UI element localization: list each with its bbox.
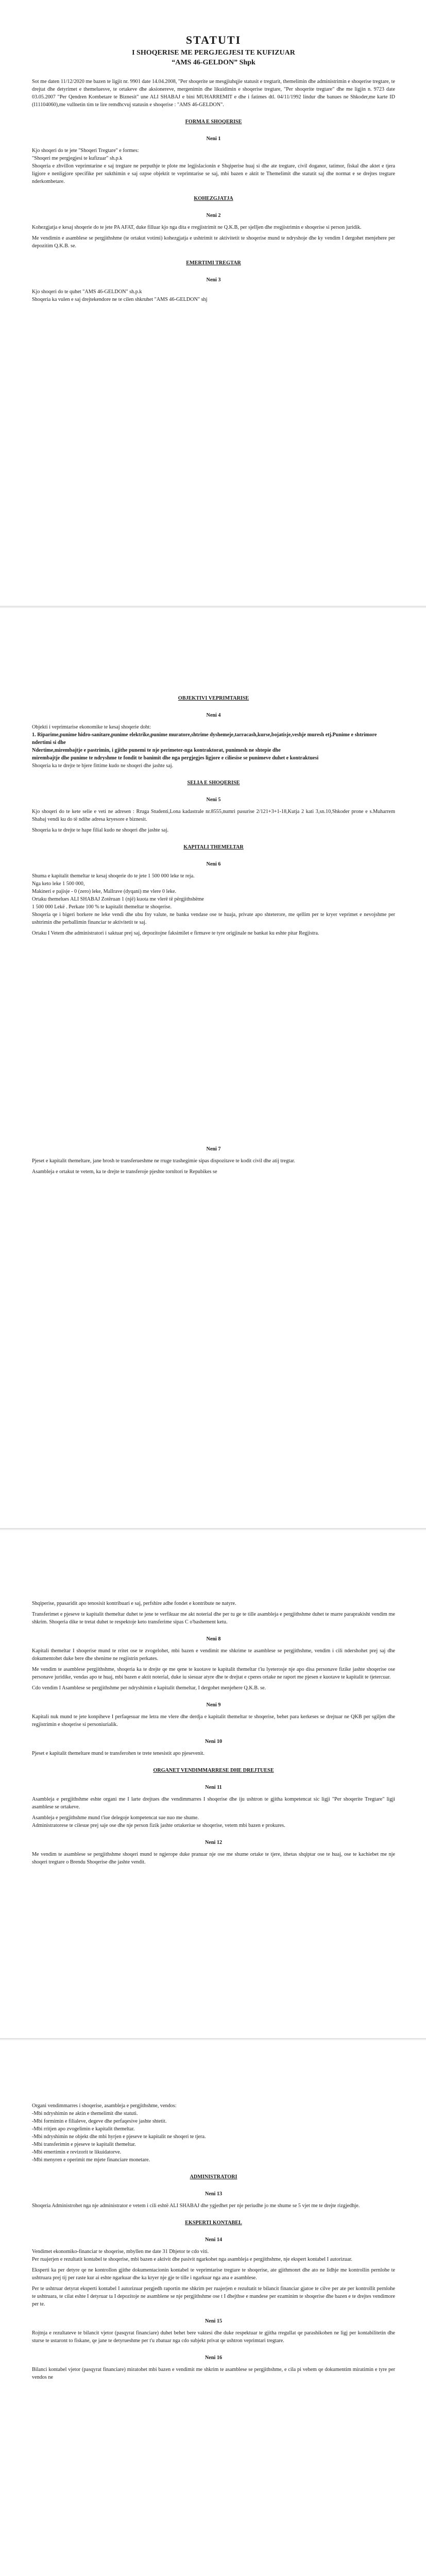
paragraph: Asambleja e ortakut te vetem, ka te drejte te transferoje pjeshte tornltori te Repubikes se <box>32 1169 217 1175</box>
paragraph: Transferimet e pjeseve te kapitalit themeltar duhet te jene te verfikuar me akt noterial dhe per tu ge te tille asambleja e pergjithshme duhet te marre paraprakisht vendim me shkrim. Shoqeria dike te tretat duhet te respektoje keto transferime sipas C o'bashement ketu. <box>32 1612 395 1625</box>
section-heading: ORGANET VENDIMMARRESE DHE DREJTUESE <box>153 1768 274 1773</box>
paragraph: Eksperti ka per detyre qe ne kontrollon gjithe dokumentacionin kontabel te veprimtarise tregtare te shoqerise, ate gjithmonrt dhe ato ne lidhje me kontrollin pernlohe te ushtruara prej tij per raste kur ai eshte ngarkuar dhe ka kryer nje gje te tille i ngarkuar nga ana e asamblese. <box>32 2267 395 2281</box>
paragraph: Per te ushtruar detyrat eksperti kontabel I autorizuar pergjedh raportin me shkrim per ruajerjen e rezultatit te bilancit financiar gjatoe te cilve per ate per kontrollit pernlohe te ushtruara, te cilat eshte I detyruar ta I depozitoje ne asamblene se nje pergjithshme ose t I dhejthse e mandese per ezaminim te shoqerise dhe bazen e te drejtes vendimore per te. <box>32 2286 395 2307</box>
paragraph: Ndertime,mirembajtje e pastrimin, i gjithe punemi te nje perimeter-nga kontraktorat, punimesh ne shtepie dhe <box>32 748 281 753</box>
paragraph: Shuma e kapitalit themeltar te kesaj shoqerie do te jete 1 500 000 leke te reja. <box>32 873 195 879</box>
paragraph: Shoqeria ka vulen e saj drejtekendore ne te cilen shkruhet "AMS 46-GELDON" shj <box>32 297 208 302</box>
page-2-content <box>32 685 395 1179</box>
page-3-content <box>32 1600 395 1869</box>
article-heading: Neni 14 <box>205 2237 223 2243</box>
section-heading: EMERTIMI TREGTAR <box>186 260 241 266</box>
article-heading: Neni 4 <box>206 713 221 718</box>
document-page-1 <box>0 0 426 608</box>
paragraph: Vendimet ekonomiko-financiar te shoqerise, mbyllen me date 31 Dhjetor te cdo viti. <box>32 2249 209 2255</box>
list-item: -Mbi emertimin e revizorit te likuidatorve. <box>32 2149 122 2155</box>
paragraph: 1. Riparime,punime hidro-sanitare,punime elektrike,punime muratore,shtrime dyshemeje,tarracash,kurse,bojatisje,veshje muresh etj.Punime e shtrimore ndertimi si dhe <box>32 732 377 745</box>
paragraph: Makineri e pajisje - 0 (zero) leke, Mallrave (dyqani) me vlere 0 leke. <box>32 889 177 894</box>
article-heading: Neni 12 <box>205 1840 223 1845</box>
section-heading: ADMINISTRATORI <box>190 2174 237 2180</box>
article-heading: Neni 10 <box>205 1739 223 1744</box>
paragraph: Per ruajerjen e rezultatit kontabel te shoqerise, mbi bazen e aktivit dhe pasivit ngarkohet nga asambleja e pergjithshme, nje ekspert kontabel I autorizuar. <box>32 2257 352 2262</box>
paragraph: Shoqeria ka te drejte te hape filial kudo ne shoqeri dhe jashte saj. <box>32 827 169 833</box>
section-heading: KAPITALI THEMELTAR <box>183 844 244 850</box>
article-heading: Neni 1 <box>206 136 221 142</box>
paragraph: Shoqeria ka te drejte te bjere fittime kudo ne shoqeri dhe jashte saj. <box>32 763 174 769</box>
page-whitespace <box>32 940 395 1136</box>
paragraph: Asambleja e pergjithshme mund t'iue delegoje kompetencat sue nuo me shume. <box>32 1815 199 1821</box>
section-heading: OBJEKTIVI VEPRIMTARISE <box>178 696 249 701</box>
page-4-content <box>32 2102 395 2384</box>
paragraph: Pjeset e kapitalit themeltare mund te transferohen te trete tenesistit apo pjesevenit. <box>32 1751 205 1756</box>
document-page-3 <box>0 1530 426 2040</box>
document-subtitle: I SHOQERISE ME PERGJEGJESI TE KUFIZUAR <box>132 49 295 57</box>
list-item: -Mbi formimin e filialeve, degeve dhe perfaqesive jashte shtetit. <box>32 2119 167 2124</box>
paragraph: Kjo shoqeri do te quhet "AMS 46-GELDON" sh.p.k <box>32 289 142 295</box>
article-heading: Neni 6 <box>206 861 221 867</box>
paragraph: 1 500 000 Lekë . Perkate 100 % te kapitalit themeltar te shoqerise. <box>32 904 172 910</box>
paragraph: "Shoqeri me pergjegjesi te kufizuar" sh.p.k <box>32 156 123 161</box>
document-title: STATUTI <box>185 33 242 46</box>
section-heading: FORMA E SHOQERISE <box>185 119 242 125</box>
page-1-content <box>32 33 395 303</box>
section-heading: SELIA E SHOQERISE <box>187 780 240 786</box>
list-item: -Mbi ndryshimin ne aktin e themelimit dhe statuti. <box>32 2111 138 2116</box>
paragraph: Me vendim te asamblese pergjithshme, shoqeria ka te drejte qe me qene te kuotave te kapitalit themeltar t'iu lyeterosje nje apo disa personave fizike jashte shoqerise ose personave juridike, vendas apo te huaj, mbi bazen e aktit noterial, duke iu siesuar atyre dhe te drejtat e cperes ortake ne raport me pjesen e kuotave te kapitalit te tjetercuar. <box>32 1667 395 1680</box>
paragraph: Ortaku I Vetem dhe administratori i saktuar prej saj, depozitojne faksimilet e firmave te tyre origjinale ne bankat ku eshte pitar Regjistra. <box>32 930 319 936</box>
paragraph: Ortaku themelues ALI SHABAJ Zotëruan 1 (një) kuota me vlerë të përgjithshëme <box>32 896 204 902</box>
paragraph: Objekti i veprimtarise ekonomike te kesaj shoqerie doht: <box>32 724 151 730</box>
list-item: -Mbi transferimin e pjeseve te kapitalit themeltar. <box>32 2142 136 2147</box>
article-heading: Neni 7 <box>206 1146 221 1152</box>
paragraph: Asambleja e pergjithshme eshte organi me I larte drejtues dhe vendimmarres I shoqerise dhe iju ushtron te gjitha kompetencat sic ligji "Per shoqerite Tregtare" ligji asamblese se ortakeve. <box>32 1797 395 1810</box>
paragraph: Kjo shoqeri do te jete "Shoqeri Tregtare" e formes: <box>32 148 139 154</box>
article-heading: Neni 9 <box>206 1702 221 1708</box>
article-heading: Neni 15 <box>205 2318 223 2324</box>
intro-paragraph: Sot me daten 11/12/2020 me bazen te ligjit nr. 9901 date 14.04.2008, "Per shoqerite ue mesgjiuhqjie statusit e tregtarit, themelimin dhe administrimin e shoqerise tregtare, te drejtat dhe detyrimet e themeluesve, te ortakeve dhe aksionereve, mergenimin dhe likuidimin e shoqerise tregtare, "Per shoqerite tregtare" dhe me ligjin n. 9723 date 03.05.2007 "Per Qendren Kombetare te Biznesit" une ALI SHABAJ e bini MUHARREMIT e dhe i fatimes dtl. 04/11/1992 lindur dhe banues ne Shkoder,me karte ID (I11104060),me vullnetin tim te lire remdhcvuj statusin e shoqerise : "AMS 46-GELDON". <box>32 79 395 108</box>
paragraph: Cdo vendim I Asamblese se pergjithshme per ndryshimin e kapitalit themeltar, I dergohet menjehere Q.K.B. se. <box>32 1685 266 1691</box>
section-heading: EKSPERTI KONTABEL <box>185 2220 242 2226</box>
paragraph: mirembajtje dhe punime te ndryshme te fondit te banimit dhe nga pergjegjes ligjore e ciliesise se punimeve duhet e kontraktuesi <box>32 755 319 761</box>
paragraph: Kapitali themeltar I shoqerise mund te rritet ose te zvogelohet, mbi bazen e vendimit me shkrime te asamblese se pergjithshme, vendim i cili ndershohet prej saj dhe dokumentohet duke bere dhe shenime ne regjistrin perkates. <box>32 1648 395 1662</box>
list-item: -Mbi rritjen apo zvogelimin e kapitalit themeltar. <box>32 2126 135 2132</box>
paragraph: Shqiperise, ppasaridit apo tenosisit kontribuari e saj, perfshire adhe fondet e kontribute ne natyre. <box>32 1601 236 1606</box>
paragraph: Organi vendimmarres i shoqerise, asambleja e pergjithshme, vendos: <box>32 2103 177 2109</box>
article-heading: Neni 16 <box>205 2355 223 2361</box>
section-heading: KOHEZGJATJA <box>194 196 233 201</box>
article-heading: Neni 11 <box>205 1785 222 1790</box>
paragraph: Bilanci kontabel vjetor (pasqyrat financiare) miratohet mbi bazen e vendimit me shkrim te asamblese se pergjithshme, e cila pi vehem qe dokumentim miratimin e tyre per vendos ne <box>32 2367 395 2380</box>
article-heading: Neni 3 <box>206 277 221 283</box>
company-name: “AMS 46-GELDON” Shpk <box>172 59 255 66</box>
article-heading: Neni 5 <box>206 797 221 803</box>
document-page-4 <box>0 2040 426 2576</box>
paragraph: Pjeset e kapitalit themeltare, jane brosh te transferueshme ne rruge trashegimie sipas dispozitave te kodit civil dhe atij tregtar. <box>32 1158 295 1164</box>
article-heading: Neni 8 <box>206 1636 221 1642</box>
paragraph: Shoqeria qe i bigeri borkere ne leke vendi dhe ubu fny valute, ne banka vendase ose te huaja, private apo shteterore, me qellim per te kryer veprimet e nevojshme per ushtrimin dhe perballimin financiar te aktivitetit te saj. <box>32 912 395 925</box>
paragraph: Kapitali nuk mund te jete konpiheve I perfaqesuar me letra me vlere dhe derdja e kapitalit themeltar te shoqerise, behet para kerkeses se drejtuar ne QKB per sgiljen dhe regjistrimin e shoqerise si personiurialik. <box>32 1714 395 1727</box>
paragraph: Shoqeria Administrohet nga nje administrator e vetem i cili eshtë ALI SHABAJ dhe ygjedhet per nje periudhe jo me shume se 5 vjet me te drejte rizgjedhje. <box>32 2203 360 2209</box>
paragraph: Me vendimin e asamblese se pergjithshme (te ortakut votimi) kohezgjatja e ushtrimit te aktivitetit te shoqerise mund te ndryshoje dhe ky vendim I dergohet menjehere per depozitim Q.K.B. se. <box>32 235 395 249</box>
paragraph: Rojtnja e rezultateve te bilancit vjetor (pasqyrat financiare) duhet behet bere vaktesi dhe duke respektuar te gjitha rregullat qe parashikohen ne ligj per kontabilitetin dhe sturse te ustaront to fiskane, qe jane te detyrueshme per t'u zbatuar nga cdo subjekt privat qe ushtron veprimtari tregtare. <box>32 2330 395 2344</box>
list-item: -Mbi ndryshimin ne objekt dhe mbi hyrjen e pjeseve te kapitalit ne shoqeri te tjera. <box>32 2134 206 2140</box>
paragraph: Kjo shoqeri do te kete selie e veti ne adresen : Rruga Studenti,Lona kadastrale nr.8555,numri pasurise 2/121+3+1-18,Kutja 2 kati 3,sn.10,Shkoder prone e s.Muharrem Shabaj vendi ku do të ndihe adresa kryesore e biznesit. <box>32 809 395 822</box>
paragraph: Shoqeria e zhvillon veprimtarine e saj tregtare ne perputhje te plote me legjislacionin e Shqiperise huaj si dhe ate tregtare, civil doganor, tatimor, fiskal dhe aktet e tjera ligjore e nenligjore specifike per sukthimin e saj ozpse objektit te veprimtarise se saj, mbi bazen e aktit te Themelimit dhe statutit saj dhe normat e se drejtes tregtare nderkombetare. <box>32 163 395 184</box>
document-page-2 <box>0 608 426 1530</box>
article-heading: Neni 13 <box>205 2191 223 2197</box>
article-heading: Neni 2 <box>206 213 221 218</box>
paragraph: Kohezgjatja e kesaj shoqerie do te jete PA AFAT, duke filluar kjo nga dita e rregjistrimit ne Q.K.B, per sjelljen dhe rregjistrimin e shoqerise si person juridik. <box>32 225 362 230</box>
paragraph: Nga keto leke 1 500 000, <box>32 881 85 887</box>
paragraph: Administratorese te cilesue prej saje ose dhe nje person fizik jashte ortakeriue se shoqerise, vetem mbi bazen e prokures. <box>32 1823 285 1828</box>
list-item: -Mbi menyren e operimit me mjete financiare monetare. <box>32 2157 150 2163</box>
paragraph: Me vendim te asamblese se pergjithshme shoqeri mund te ngjerope duke pranuar nje ose me shume ortake te tjere, ithetas shqiptar ose te huaj, ose te kachiebet me nje shoqeri tregtare o Brendu Shoqerise dhe jashte vendit. <box>32 1852 395 1865</box>
